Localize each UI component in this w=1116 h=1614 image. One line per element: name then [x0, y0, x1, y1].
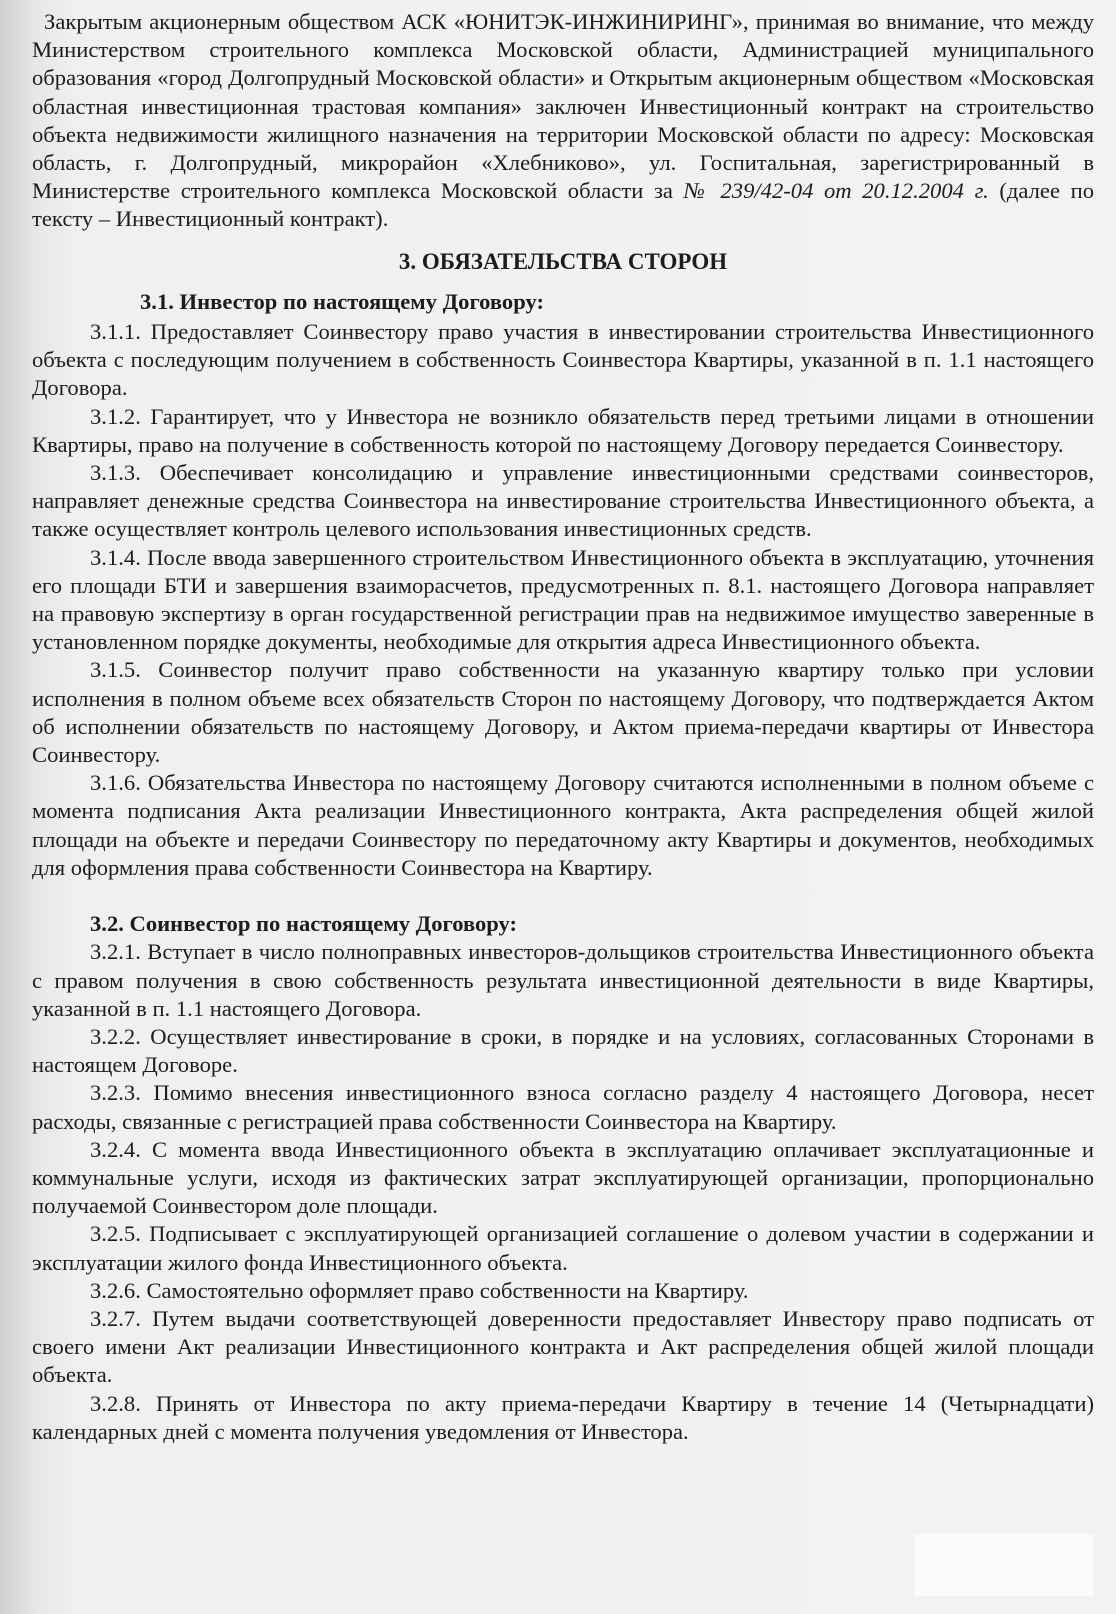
document-body	[32, 8, 1094, 1446]
clause-3-2-5: 3.2.5. Подписывает с эксплуатирующей организацией соглашение о долевом участии в содержании и эксплуатации жилого фонда Инвестиционного объекта.	[32, 1221, 1094, 1275]
clause-3-1-6: 3.1.6. Обязательства Инвестора по настоящему Договору считаются исполненными в полном объеме с момента подписания Акта реализации Инвестиционного контракта, Акта распределения общей жилой площади на объекте и передачи Соинвестору по передаточному акту Квартиры и документов, необходимых для оформления права собственности Соинвестора на Квартиру.	[32, 770, 1094, 880]
clause-3-2-4: 3.2.4. С момента ввода Инвестиционного объекта в эксплуатацию оплачивает эксплуатационные и коммунальные услуги, исходя из фактических затрат эксплуатирующей организации, пропорционально получаемой Соинвестором доле площади.	[32, 1136, 1094, 1219]
clause-3-2-7: 3.2.7. Путем выдачи соответствующей доверенности предоставляет Инвестору право подписать от своего имени Акт реализации Инвестиционного контракта и Акт распределения общей жилой площади объекта.	[32, 1305, 1094, 1388]
clause-3-2-3: 3.2.3. Помимо внесения инвестиционного взноса согласно разделу 4 настоящего Договора, несет расходы, связанные с регистрацией права собственности Соинвестора на Квартиру.	[32, 1080, 1094, 1134]
clause-3-2-2: 3.2.2. Осуществляет инвестирование в сроки, в порядке и на условиях, согласованных Сторонами в настоящем Договоре.	[32, 1023, 1094, 1078]
intro-paragraph: Закрытым акционерным обществом АСК «ЮНИТЭК-ИНЖИНИРИНГ», принимая во внимание, что между Министерством строительного комплекса Московской области, Администрацией муниципального образования «город Долгопрудный Московской области» и Открытым акционерным обществом «Московская областная инвестиционная трастовая компания» заключен Инвестиционный контракт на строительство объекта недвижимости жилищного назначения на территории Московской области по адресу: Московская область, г. Долгопрудный, микрорайон «Хлебниково», ул. Госпитальная, зарегистрированный в Министерстве строительного комплекса Московской области за № 239/42-04 от 20.12.2004 г. (далее по тексту – Инвестиционный контракт).	[32, 9, 1094, 232]
coinvestor-heading: 3.2. Соинвестор по настоящему Договору:	[90, 911, 518, 937]
clause-3-2-6: 3.2.6. Самостоятельно оформляет право собственности на Квартиру.	[90, 1277, 749, 1303]
section-title: 3. ОБЯЗАТЕЛЬСТВА СТОРОН	[398, 248, 728, 274]
investor-heading: 3.1. Инвестор по настоящему Договору:	[140, 288, 545, 314]
clause-3-1-5: 3.1.5. Соинвестор получит право собственности на указанную квартиру только при условии исполнения в полном объеме всех обязательств Сторон по настоящему Договору, что подтверждается Актом об исполнении обязательств по настоящему Договору, и Актом приема-передачи квартиры от Инвестора Соинвестору.	[32, 657, 1094, 768]
contract-reference: № 239/42-04 от 20.12.2004 г.	[683, 178, 989, 204]
blank-corner-patch	[914, 1534, 1094, 1596]
clause-3-1-2: 3.1.2. Гарантирует, что у Инвестора не возникло обязательств перед третьими лицами в отношении Квартиры, право на получение в собственность которой по настоящему Договору передается Соинвестору.	[32, 403, 1094, 457]
scan-binding-shadow	[0, 0, 34, 1614]
clause-3-1-1: 3.1.1. Предоставляет Соинвестору право участия в инвестировании строительства Инвестиционного объекта с последующим получением в собственность Соинвестора Квартиры, указанной в п. 1.1 настоящего Договора.	[32, 319, 1094, 401]
clause-3-1-4: 3.1.4. После ввода завершенного строительством Инвестиционного объекта в эксплуатацию, уточнения его площади БТИ и завершения взаиморасчетов, предусмотренных п. 8.1. настоящего Договора направляет на правовую экспертизу в орган государственной регистрации прав на недвижимое имущество заверенные в установленном порядке документы, необходимые для открытия адреса Инвестиционного объекта.	[32, 544, 1094, 655]
clause-3-2-8: 3.2.8. Принять от Инвестора по акту приема-передачи Квартиру в течение 14 (Четырнадцати) календарных дней с момента получения уведомления от Инвестора.	[32, 1390, 1094, 1444]
clause-3-2-1: 3.2.1. Вступает в число полноправных инвесторов-дольщиков строительства Инвестиционного объекта с правом получения в свою собственность результата инвестиционной деятельности в виде Квартиры, указанной в п. 1.1 настоящего Договора.	[32, 939, 1094, 1021]
clause-3-1-3: 3.1.3. Обеспечивает консолидацию и управление инвестиционными средствами соинвесторов, направляет денежные средства Соинвестора на инвестирование строительства Инвестиционного объекта, а также осуществляет контроль целевого использования инвестиционных средств.	[32, 460, 1094, 542]
